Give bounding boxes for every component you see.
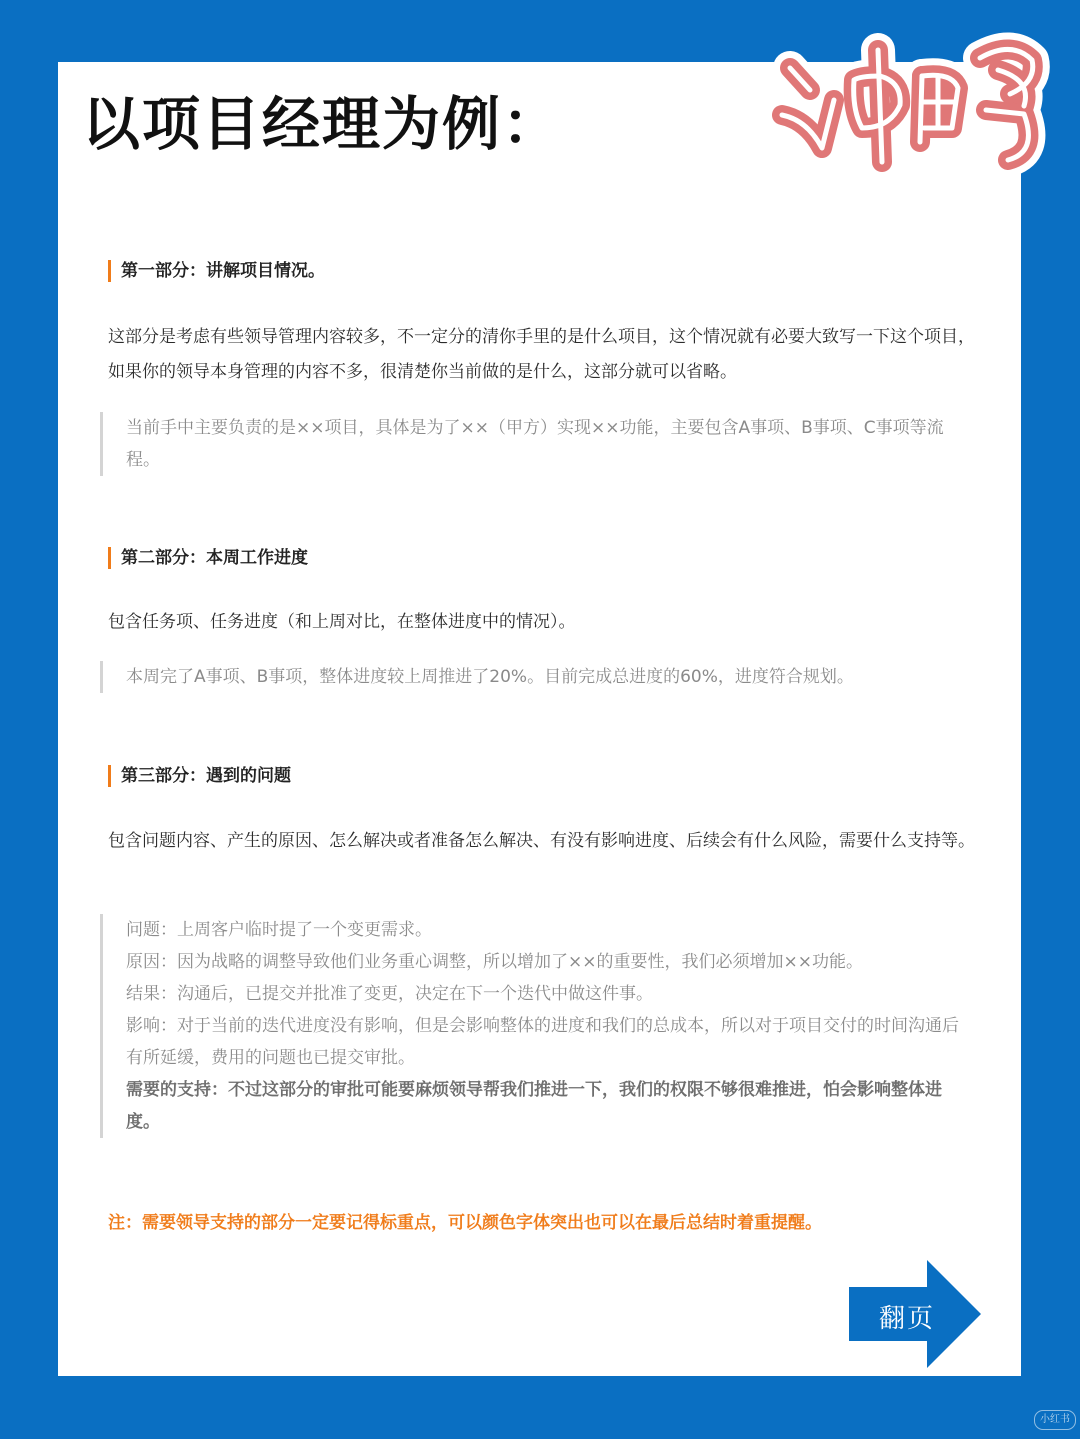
section-heading-2: 第二部分：本周工作进度 (108, 547, 308, 569)
page-title: 以项目经理为例： (82, 90, 563, 158)
next-page-label: 翻页 (878, 1304, 935, 1334)
quote-line: 本周完了A事项、B事项，整体进度较上周推进了20%。目前完成总进度的60%，进度符合规划。 (126, 667, 854, 687)
section-quote-3 (100, 914, 974, 1138)
section-body-1: 这部分是考虑有些领导管理内容较多，不一定分的清你手里的是什么项目，这个情况就有必要大致写一下这个项目，如果你的领导本身管理的内容不多，很清楚你当前做的是什么，这部分就可以省略。 (108, 327, 975, 382)
highlight-note: 注：需要领导支持的部分一定要记得标重点，可以颜色字体突出也可以在最后总结时着重提醒。 (108, 1213, 822, 1233)
quote-line-impact: 影响：对于当前的迭代进度没有影响，但是会影响整体的进度和我们的总成本，所以对于项目交付的时间沟通后有所延缓，费用的问题也已提交审批。 (126, 1016, 959, 1068)
quote-line-problem: 问题：上周客户临时提了一个变更需求。 (126, 920, 432, 940)
next-page-button[interactable] (849, 1260, 981, 1368)
section-heading-3: 第三部分：遇到的问题 (108, 765, 291, 787)
sticker-art (762, 10, 1062, 190)
section-body-3: 包含问题内容、产生的原因、怎么解决或者准备怎么解决、有没有影响进度、后续会有什么风险，需要什么支持等。 (108, 831, 975, 851)
section-quote-1 (100, 412, 974, 476)
watermark-logo: 小红书 (1034, 1410, 1076, 1430)
section-body-2: 包含任务项、任务进度（和上周对比，在整体进度中的情况）。 (108, 612, 576, 632)
section-quote-2 (100, 661, 974, 693)
section-heading-1: 第一部分：讲解项目情况。 (108, 260, 325, 282)
sticker-chongya (762, 10, 1062, 190)
quote-line-support: 需要的支持：不过这部分的审批可能要麻烦领导帮我们推进一下，我们的权限不够很难推进，怕会影响整体进度。 (126, 1080, 942, 1132)
quote-line-cause: 原因：因为战略的调整导致他们业务重心调整，所以增加了××的重要性，我们必须增加××功能。 (126, 952, 863, 972)
quote-line: 当前手中主要负责的是××项目，具体是为了××（甲方）实现××功能，主要包含A事项、B事项、C事项等流程。 (126, 418, 944, 470)
quote-line-result: 结果：沟通后，已提交并批准了变更，决定在下一个迭代中做这件事。 (126, 984, 653, 1004)
